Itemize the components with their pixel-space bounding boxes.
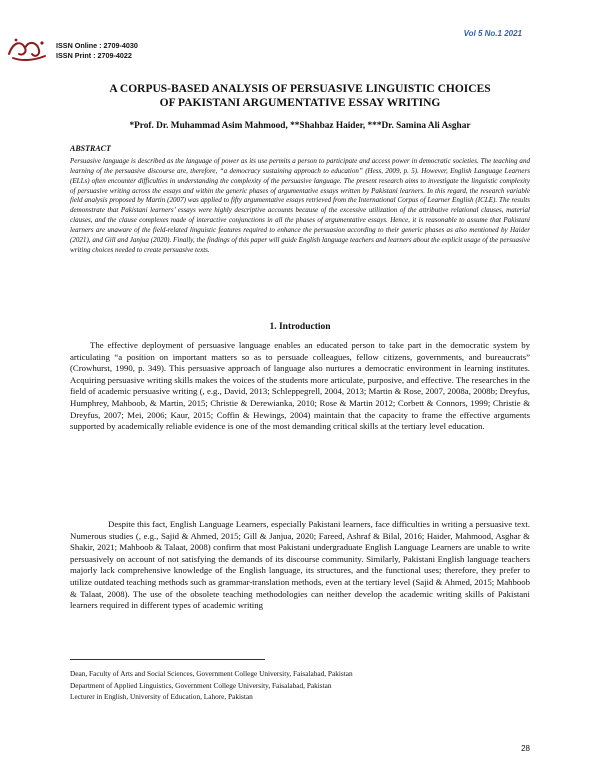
abstract-text: Persuasive language is described as the language of power as its use permits a person to participate and access power in democratic societies. The teaching and learning of the persuasive discourse are, therefore, “a democracy sustaining approach to education” (Hess, 2009, p. 5). However, English Language Learners (ELLs) often encounter difficulties in understanding the complexity of the persuasive language. The present research aims to investigate the linguistic complexity of persuasive writing across the essays and within the generic phases of argumentative essays written by Pakistani learners. In this regard, the research variable field analysis proposed by Martin (2007) was applied to fifty argumentative essays retrieved from the International Corpus of Learner English (ICLE). The results demonstrate that Pakistani learners’ essays were highly descriptive accounts because of the excessive utilization of the attributive relational clauses, material clauses, and the clause complexes made of interactive conjunctions in all the phases of argumentative essays. Hence, it is reasonable to assume that Pakistani learners are unaware of the field-related linguistic features required to enhance the persuasion according to their generic phases as also mentioned by Haider (2021), and Gill and Janjua (2020). Finally, the findings of this paper will guide English language teachers and learners about the explicit usage of the persuasive writing choices needed to create persuasive texts. (70, 157, 530, 254)
issn-online: ISSN Online : 2709-4030 (56, 41, 138, 50)
footnote-1: Dean, Faculty of Arts and Social Sciences, Government College University, Faisalabad, Pakistan (70, 669, 353, 678)
paper-title (60, 82, 540, 110)
body-paragraph-1: The effective deployment of persuasive language enables an educated person to take part in the democratic system by articulating “a position on important matters so as to persuade colleagues, fellow citizens, governments, and bureaucrats” (Crowhurst, 1990, p. 349). This persuasive approach of language also nurtures a democratic environment in learning institutes. Acquiring persuasive writing skills makes the voices of the students more articulate, purposive, and effective. The researches in the field of academic persuasive writing (, e.g., David, 2013; Schleppegrell, 2004, 2013; Martin & Rose, 2007, 2008a, 2008b; Dreyfus, Humphrey, Mahboob, & Martin, 2015; Christie & Derewianka, 2010; Rose & Martin 2012; Corbett & Connors, 1999; Christie & Dreyfus, 2007; Mei, 2006; Kaur, 2015; Coffin & Hewings, 2004) maintain that the capacity to frame the effective arguments supported by academically reliable evidence is one of the most demanding critical skills at the tertiary level education. (70, 340, 530, 432)
body-paragraph-2: Despite this fact, English Language Learners, especially Pakistani learners, face difficulties in writing a persuasive text. Numerous studies (, e.g., Sajid & Ahmed, 2015; Gill & Janjua, 2020; Fareed, Ashraf & Bilal, 2016; Haider, Mahmood, Asghar & Shakir, 2021; Mahboob & Talaat, 2008) confirm that most Pakistani undergraduate English Language Learners are unable to write persuasively on account of not satisfying the demands of its discourse community. Similarly, Pakistani English language teachers majorly lack comprehensive knowledge of the English language, its structures, and the functional uses; therefore, they prefer to utilize outdated teaching methods such as grammar-translation methods, even at the tertiary level (Sajid & Ahmed, 2015; Mahboob & Talaat, 2008). The use of the obsolete teaching methodologies can neither develop the academic writing skills of Pakistani learners required in different types of academic writing (70, 519, 530, 611)
page-number: 28 (521, 744, 530, 753)
issn-print: ISSN Print : 2709-4022 (56, 51, 132, 60)
authors: *Prof. Dr. Muhammad Asim Mahmood, **Shahbaz Haider, ***Dr. Samina Ali Asghar (129, 121, 471, 131)
section-heading: 1. Introduction (269, 322, 331, 332)
volume-label: Vol 5 No.1 2021 (463, 29, 522, 38)
abstract-heading: ABSTRACT (70, 144, 111, 153)
footnote-2: Department of Applied Linguistics, Government College University, Faisalabad, Pakistan (70, 681, 332, 690)
title-line-1: A CORPUS-BASED ANALYSIS OF PERSUASIVE LINGUISTIC CHOICES (109, 83, 491, 95)
title-line-2: OF PAKISTANI ARGUMENTATIVE ESSAY WRITING (159, 97, 441, 109)
footnote-3: Lecturer in English, University of Education, Lahore, Pakistan (70, 692, 253, 701)
journal-logo (5, 34, 49, 64)
footnote-divider (70, 659, 265, 660)
